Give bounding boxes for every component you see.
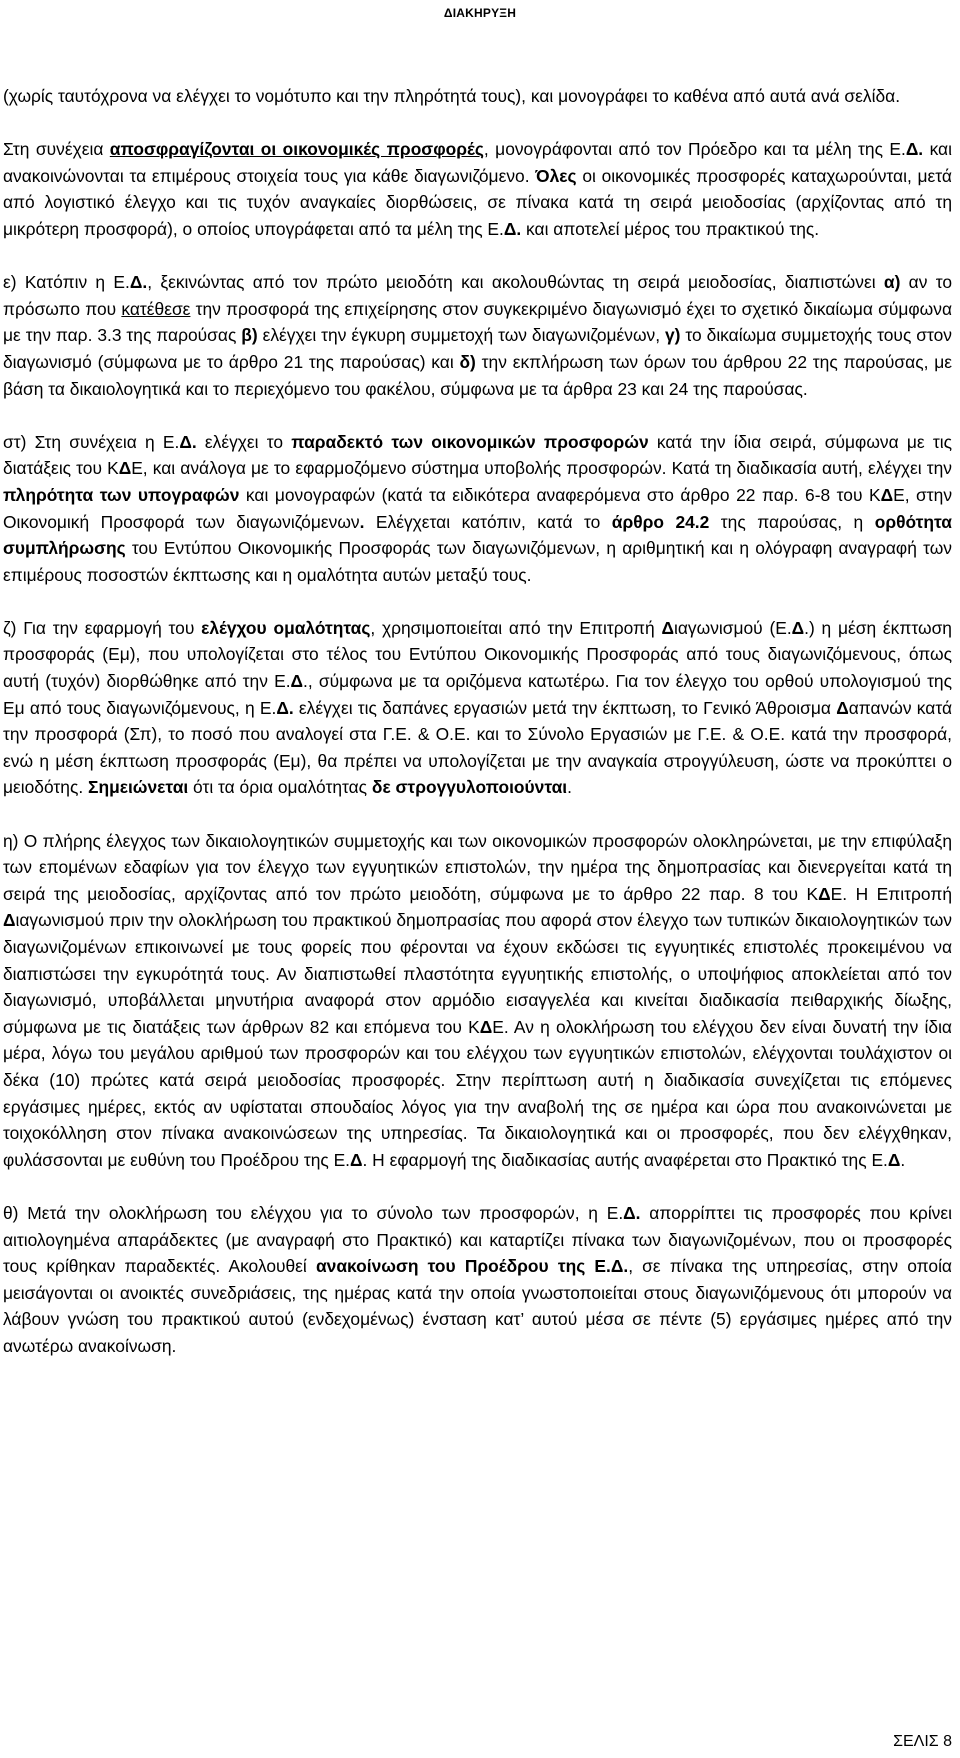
emphasis-text: ανακοίνωση του Προέδρου της Ε. bbox=[315, 1256, 611, 1277]
emphasis-text: Δ. bbox=[623, 1202, 641, 1223]
paragraph-text: Στη συνέχεια bbox=[3, 139, 110, 160]
paragraph-z bbox=[3, 615, 952, 801]
emphasis-text: άρθρο 24.2 bbox=[611, 511, 710, 532]
paragraph-text: , ξεκινώντας από τον πρώτο μειοδότη και ακολουθώντας τη σειρά μειοδοσίας, διαπιστώνει bbox=[147, 272, 884, 293]
emphasis-text: β) bbox=[241, 325, 258, 346]
paragraph-text: η) Ο πλήρης έλεγχος των δικαιολογητικών συμμετοχής και των οικονομικών προσφορών ολοκληρώνεται, με την επιφύλαξη των επομένων εδαφίων για τον έλεγχο των εγγυητικών επιστολών, την ημέρα της δημοπρασίας και διενεργείται κατά τη σειρά της μειοδοσίας, αρχίζοντας από τον πρώτο μειοδότη, σύμφωνα με το άρθρο 22 παρ. 8 του Κ bbox=[3, 830, 952, 904]
emphasis-text: Δ. bbox=[129, 272, 148, 293]
emphasis-text: Δ. bbox=[179, 431, 197, 452]
paragraph-text: Ε, στην Οικονομική Προσφορά των διαγωνιζόμενων bbox=[3, 484, 953, 532]
paragraph-text: . Η εφαρμογή της διαδικασίας αυτής αναφέρεται στο Πρακτικό της Ε. bbox=[362, 1149, 888, 1170]
paragraph-text: ελέγχει το bbox=[196, 431, 292, 452]
emphasis-text: Δ bbox=[479, 1016, 493, 1037]
paragraph-text: απορρίπτει τις προσφορές που κρίνει αιτιολογημένα απαράδεκτες (με αναγραφή στο Πρακτικό) και καταρτίζει πίνακα των διαγωνιζομένων, που οι προσφορές τους κρίθηκαν παραδεκτές. Ακολουθεί bbox=[3, 1202, 952, 1277]
paragraph-text: του Εντύπου Οικονομικής Προσφοράς των διαγωνιζόμενων, η αριθμητική και η ολόγραφη αναγραφή των επιμέρους ποσοστών έκπτωσης και η ομαλότητα αυτών μεταξύ τους. bbox=[3, 538, 952, 585]
paragraph-d bbox=[3, 136, 952, 242]
emphasis-text: ορθότητα συμπλήρωσης bbox=[3, 511, 952, 559]
paragraph-text: και μονογραφών (κατά τα ειδικότερα αναφερόμενα στο άρθρο 22 παρ. 6-8 του Κ bbox=[239, 484, 881, 505]
paragraph-text: την προσφορά της επιχείρησης στον συγκεκριμένο διαγωνισμό έχει το σχετικό δικαίωμα σύμφωνα με την παρ. 3.3 της παρούσας bbox=[3, 298, 953, 346]
document-body bbox=[3, 83, 952, 1360]
paragraph-text: , μονογράφονται από τον Πρόεδρο και τα μέλη της Ε. bbox=[483, 139, 906, 160]
emphasis-text: Δ bbox=[661, 617, 674, 638]
paragraph-text: Ε, και ανάλογα με το εφαρμοζόμενο σύστημα υποβολής προσφορών. Κατά τη διαδικασία αυτή, ελέγχει την bbox=[131, 458, 952, 479]
emphasis-text: Δ bbox=[3, 910, 16, 931]
paragraph-continuation bbox=[3, 83, 952, 110]
paragraph-text: Ε. Η Επιτροπή bbox=[830, 883, 952, 904]
emphasis-text: . bbox=[359, 511, 365, 532]
emphasis-text: γ) bbox=[665, 325, 681, 346]
paragraph-text: , χρησιμοποιείται από την Επιτροπή bbox=[370, 617, 662, 638]
paragraph-text: . bbox=[567, 777, 572, 798]
paragraph-text: ελέγχει την έγκυρη συμμετοχή των διαγωνιζομένων, bbox=[257, 325, 666, 346]
emphasis-text: Δ bbox=[791, 617, 805, 638]
paragraph-text: Ε. Αν η ολοκλήρωση του ελέγχου δεν είναι δυνατή την ίδια μέρα, λόγω του μεγάλου αριθμού των προσφορών και του ελέγχου των εγγυητικών επιστολών, ελέγχονται τουλάχιστον οι δέκα (10) πρώτες κατά σειρά μειοδοσίας προσφορές. Στην περίπτωση αυτή η διαδικασία συνεχίζεται τις επόμενες εργάσιμες ημέρες, εκτός αν υφίσταται σπουδαίος λόγος για την αναβολή της σε ημέρα και ώρα που ανακοινώνεται με τοιχοκόλληση στον πίνακα ανακοινώσεων της υπηρεσίας. Τα δικαιολογητικά και οι προσφορές, που δεν ελέγχθηκαν, φυλάσσονται με ευθύνη του Προέδρου της Ε. bbox=[3, 1016, 952, 1170]
emphasis-text: Δ bbox=[880, 484, 894, 505]
document-header-title: ΔΙΑΚΗΡΥΞΗ bbox=[443, 6, 517, 20]
paragraph-text: Ελέγχεται κατόπιν, κατά το bbox=[364, 511, 612, 532]
paragraph-text: οι οικονομικές προσφορές καταχωρούνται, μετά από λογιστικό έλεγχο και τις τυχόν αναγκαίες διορθώσεις, σε πίνακα κατά τη σειρά μειοδοσίας (αρχίζοντας από τη μικρότερη προσφορά), ο οποίος υπογράφεται από τα μέλη της Ε. bbox=[3, 165, 952, 239]
paragraph-text: κατά την ίδια σειρά, σύμφωνα με τις διατάξεις του Κ bbox=[3, 431, 952, 479]
paragraph-text: αν το πρόσωπο που bbox=[3, 272, 952, 319]
emphasis-text: Δ bbox=[836, 697, 849, 718]
emphasis-text: Δ bbox=[350, 1149, 363, 1170]
paragraph-h bbox=[3, 828, 952, 1174]
emphasis-text: δε στρογγυλοποιούνται bbox=[371, 777, 568, 798]
emphasis-text: δ) bbox=[459, 351, 476, 372]
paragraph-e bbox=[3, 269, 952, 402]
emphasis-text: α) bbox=[883, 272, 901, 293]
paragraph-text: ε) Κατόπιν η Ε. bbox=[3, 272, 130, 293]
emphasis-text: . bbox=[623, 1256, 629, 1277]
paragraph-text: .) η μέση έκπτωση προσφοράς (Εμ), που υπολογίζεται στο τέλος του Εντύπου Οικονομικής Προσφοράς από τους διαγωνιζόμενους, όπως αυτή (τυχόν) διορθώθηκε από την Ε. bbox=[3, 617, 952, 692]
emphasis-text: κατέθεσε bbox=[121, 298, 191, 319]
paragraph-text: στ) Στη συνέχεια η Ε. bbox=[3, 431, 180, 452]
emphasis-text: Δ. bbox=[503, 218, 522, 239]
paragraph-text: της παρούσας, η bbox=[709, 511, 875, 532]
emphasis-text: Δ bbox=[887, 1149, 901, 1170]
paragraph-text: . bbox=[900, 1149, 906, 1170]
emphasis-text: πληρότητα των υπογραφών bbox=[3, 484, 240, 505]
paragraph-text: την εκπλήρωση των όρων του άρθρου 22 της παρούσας, με βάση τα δικαιολογητικά και το περιεχόμενο του φακέλου, σύμφωνα με τα άρθρα 23 και 24 της παρούσας. bbox=[3, 351, 952, 399]
emphasis-text: παραδεκτό των οικονομικών προσφορών bbox=[291, 431, 649, 452]
emphasis-text: Όλες bbox=[535, 165, 577, 186]
page-number: ΣΕΛΙΣ 8 bbox=[893, 1733, 952, 1750]
emphasis-text: Δ. bbox=[276, 697, 294, 718]
paragraph-text: το δικαίωμα συμμετοχής τους στον διαγωνισμό (σύμφωνα με το άρθρο 21 της παρούσας) και bbox=[3, 325, 952, 372]
paragraph-text: ότι τα όρια ομαλότητας bbox=[188, 777, 372, 798]
emphasis-text: Δ bbox=[290, 671, 304, 692]
paragraph-text: (χωρίς ταυτόχρονα να ελέγχει το νομότυπο και την πληρότητά τους), και μονογράφει το καθένα από αυτά ανά σελίδα. bbox=[3, 86, 901, 106]
paragraph-text: ιαγωνισμού πριν την ολοκλήρωση του πρακτικού δημοπρασίας που αφορά στον έλεγχο των τυπικών δικαιολογητικών των διαγωνιζομένων επικοινωνεί με τους φορείς που φέρονται να έχουν εκδώσει τις εγγυητικές επιστολές προκειμένου να διαπιστώσει την εγκυρότητά τους. Αν διαπιστωθεί πλαστότητα εγγυητικής επιστολής, ο υποψήφιος αποκλείεται από τον διαγωνισμό, υποβάλλεται μηνυτήρια αναφορά στον αρμόδιο εισαγγελέα και κινείται διαδικασία πειθαρχικής δίωξης, σύμφωνα με τις διατάξεις των άρθρων 82 και επόμενα του Κ bbox=[3, 910, 952, 1037]
emphasis-text: Σημειώνεται bbox=[88, 777, 189, 798]
paragraph-text: και αποτελεί μέρος του πρακτικού της. bbox=[521, 218, 820, 239]
emphasis-text: Δ. bbox=[905, 139, 924, 160]
emphasis-text: Δ bbox=[118, 458, 132, 479]
paragraph-text: , σε πίνακα της υπηρεσίας, στην οποία μεισάγονται οι ανοικτές συνεδριάσεις, της ημέρας κατά την οποία γνωστοποιείται στους διαγωνιζόμενους ότι μπορούν να λάβουν γνώση του πρακτικού αυτού (ενδεχομένως) ένσταση κατ’ αυτού μέσα σε πέντε (5) εργάσιμες ημέρες από την ανωτέρω ανακοίνωση. bbox=[3, 1256, 952, 1356]
paragraph-text: ζ) Για την εφαρμογή του bbox=[3, 617, 202, 638]
paragraph-text: και ανακοινώνονται τα επιμέρους στοιχεία τους για κάθε διαγωνιζόμενο. bbox=[3, 139, 952, 186]
paragraph-text: ελέγχει τις δαπάνες εργασιών μετά την έκπτωση, το Γενικό Άθροισμα bbox=[293, 697, 837, 718]
emphasis-text: ελέγχου ομαλότητας bbox=[201, 617, 371, 638]
paragraph-text: ., σύμφωνα με τα οριζόμενα κατωτέρω. Για τον έλεγχο του ορθού υπολογισμού της Εμ από τους διαγωνιζόμενους, η Ε. bbox=[3, 671, 952, 718]
paragraph-st bbox=[3, 429, 952, 589]
emphasis-text: αποσφραγίζονται οι οικονομικές προσφορές bbox=[109, 139, 484, 160]
paragraph-th bbox=[3, 1200, 952, 1360]
paragraph-text: θ) Μετά την ολοκλήρωση του ελέγχου για το σύνολο των προσφορών, η Ε. bbox=[3, 1202, 624, 1223]
emphasis-text: Δ bbox=[818, 883, 831, 904]
emphasis-text: Δ bbox=[610, 1256, 624, 1277]
paragraph-text: ιαγωνισμού (Ε. bbox=[674, 617, 792, 638]
paragraph-text: απανών κατά την προσφορά (Σπ), το ποσό που αναλογεί στα Γ.Ε. & Ο.Ε. και το Σύνολο Εργασιών με Γ.Ε. & Ο.Ε. κατά την προσφορά, ενώ η μέση έκπτωση προσφοράς (Εμ), θα πρέπει να υπολογίζεται με την αναγκαία στρογγύλευση, ώστε να προκύπτει ο μειοδότης. bbox=[3, 697, 953, 798]
